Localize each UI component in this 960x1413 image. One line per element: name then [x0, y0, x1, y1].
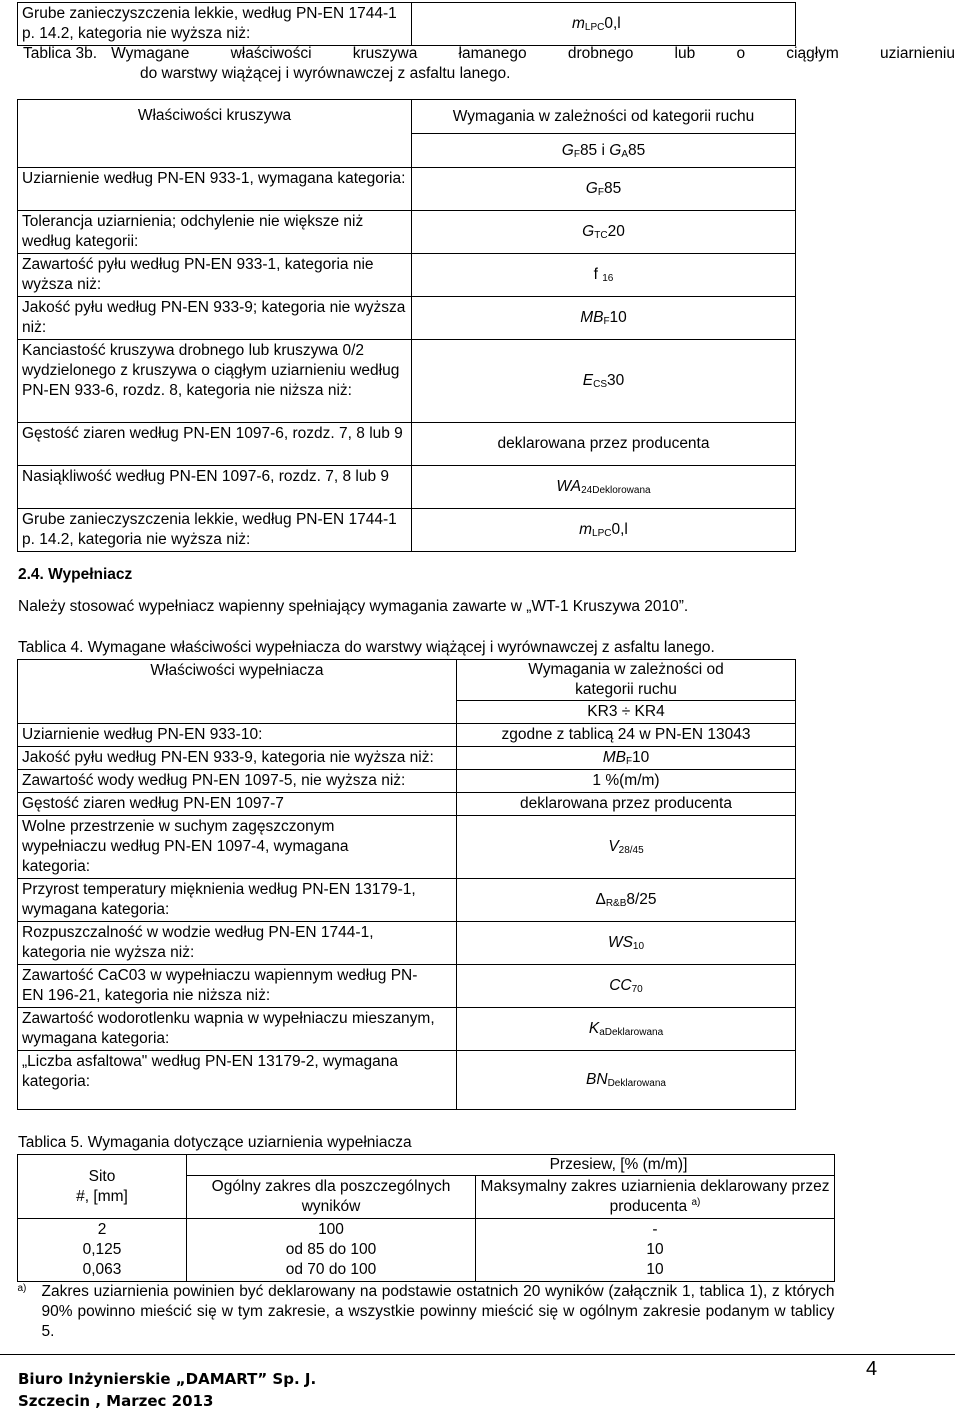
- property-cell: „Liczba asfaltowa" według PN-EN 13179-2, wymagana kategoria:: [18, 1051, 457, 1110]
- table5: [17, 1154, 835, 1342]
- property-cell: Grube zanieczyszczenia lekkie, według PN-EN 1744-1 p. 14.2, kategoria nie wyższa niż:: [18, 3, 412, 46]
- table-row: [18, 297, 796, 340]
- property-cell: Gęstość ziaren według PN-EN 1097-6, rozdz. 7, 8 lub 9: [18, 423, 412, 466]
- value-cell: $WS_{10}$: [457, 922, 796, 965]
- footnote: [18, 1282, 835, 1342]
- table-header-row: [18, 1155, 835, 1176]
- property-cell: Zawartość pyłu według PN-EN 933-1, kategoria nie wyższa niż:: [18, 254, 412, 297]
- property-cell: Nasiąkliwość według PN-EN 1097-6, rozdz. 7, 8 lub 9: [18, 466, 412, 509]
- table-row: [18, 3, 796, 46]
- table-row: [18, 793, 796, 816]
- table-row: [18, 509, 796, 552]
- footer-company: Biuro Inżynierskie „DAMART” Sp. J.: [18, 1370, 317, 1388]
- section-heading: 2.4. Wypełniacz: [18, 566, 133, 583]
- table-row: [18, 423, 796, 466]
- property-cell: Przyrost temperatury mięknienia według PN-EN 13179-1, wymagana kategoria:: [18, 879, 457, 922]
- header-properties: Właściwości wypełniacza: [18, 660, 457, 724]
- general-range-header: Ogólny zakres dla poszczególnych wyników: [187, 1176, 476, 1219]
- value-cell: $G_F85$: [412, 168, 796, 211]
- table-row: [18, 965, 796, 1008]
- table-row: [18, 340, 796, 423]
- general-range-value: 100: [318, 1221, 344, 1238]
- table3: [17, 99, 796, 552]
- table4-caption: Tablica 4. Wymagane właściwości wypełniacza do warstwy wiążącej i wyrównawczej z asfaltu lanego.: [18, 639, 715, 656]
- property-cell: Uziarnienie według PN-EN 933-10:: [18, 724, 457, 747]
- table4: [17, 659, 796, 1110]
- sieve-values: [18, 1219, 187, 1282]
- table-row: [18, 1051, 796, 1110]
- sieve-value: 0,125: [82, 1241, 122, 1258]
- table3-caption-line2: do warstwy wiążącej i wyrównawczej z asfaltu lanego.: [140, 65, 511, 82]
- page-number: 4: [866, 1358, 878, 1380]
- table-row: [18, 466, 796, 509]
- sieve-value: 0,063: [82, 1261, 122, 1278]
- table-row: [18, 211, 796, 254]
- footnote-text: Zakres uziarnienia powinien być deklarowany na podstawie ostatnich 20 wyników (załącznik 1, tablica 1), z których 90% powinno mieścić się w tym zakresie, a wszystkie powinny mieścić się w ogólnym zakresie podanym w tablicy 5.: [41, 1283, 835, 1340]
- value-cell: deklarowana przez producenta: [412, 423, 796, 466]
- table-row: [18, 254, 796, 297]
- table-row: [18, 922, 796, 965]
- value-cell: 1 %(m/m): [457, 770, 796, 793]
- property-cell: Wolne przestrzenie w suchym zagęszczonym wypełniaczu według PN-EN 1097-4, wymagana kategoria:: [18, 816, 457, 879]
- property-cell: Jakość pyłu według PN-EN 933-9, kategoria nie wyższa niż:: [18, 747, 457, 770]
- max-range-value: 10: [646, 1261, 664, 1278]
- sieve-value: 2: [97, 1221, 107, 1238]
- section-paragraph: Należy stosować wypełniacz wapienny spełniający wymagania zawarte w „WT-1 Kruszywa 2010”.: [18, 598, 689, 615]
- value-cell: $E_{CS}30$: [412, 340, 796, 423]
- table-row: [18, 770, 796, 793]
- max-range-header: Maksymalny zakres uziarnienia deklarowany przez producenta $^{a)}$: [476, 1176, 835, 1219]
- passing-group-header: Przesiew, [% (m/m)]: [187, 1155, 835, 1176]
- table-row: [18, 168, 796, 211]
- property-cell: Kanciastość kruszywa drobnego lub kruszywa 0/2 wydzielonego z kruszywa o ciągłym uziarnieniu według PN-EN 933-6, rozdz. 8, kategoria nie niższa niż:: [18, 340, 412, 423]
- property-cell: Rozpuszczalność w wodzie według PN-EN 1744-1, kategoria nie wyższa niż:: [18, 922, 457, 965]
- value-cell: deklarowana przez producenta: [457, 793, 796, 816]
- value-cell: $\Delta_{R\&B}8/25$: [457, 879, 796, 922]
- value-cell: f $_{16}$: [412, 254, 796, 297]
- general-range-value: od 85 do 100: [285, 1241, 377, 1258]
- sieve-header: [18, 1155, 187, 1219]
- table-row: [18, 747, 796, 770]
- header-requirements: Wymagania w zależności od kategorii ruchu: [412, 100, 796, 134]
- value-cell: $CC_{70}$: [457, 965, 796, 1008]
- property-cell: Tolerancja uziarnienia; odchylenie nie większe niż według kategorii:: [18, 211, 412, 254]
- value-cell: $MB_F10$: [457, 747, 796, 770]
- table3-caption-text: Wymagane właściwości kruszywa łamanego drobnego lub o ciągłym uziarnieniu: [111, 45, 955, 62]
- property-cell: Zawartość wody według PN-EN 1097-5, nie wyższa niż:: [18, 770, 457, 793]
- value-cell: $MB_F10$: [412, 297, 796, 340]
- general-range-value: od 70 do 100: [285, 1261, 377, 1278]
- footnote-row: [18, 1282, 835, 1343]
- table3-caption: [23, 44, 955, 64]
- footer-place-date: Szczecin , Marzec 2013: [18, 1392, 214, 1410]
- footnote-cell: [18, 1282, 835, 1343]
- sieve-header-line1: Sito: [88, 1167, 116, 1185]
- table5-caption: Tablica 5. Wymagania dotyczące uziarnienia wypełniacza: [18, 1134, 412, 1151]
- table-header-row: [18, 660, 796, 701]
- value-cell: $WA_{24Deklorowana}$: [412, 466, 796, 509]
- max-range-value: 10: [646, 1241, 664, 1258]
- subheader-category: $G_F85$ i $G_A85$: [412, 134, 796, 168]
- top-fragment-table: [17, 2, 796, 46]
- subheader-category: KR3 ÷ KR4: [457, 701, 796, 724]
- table-row: [18, 1219, 835, 1282]
- table-row: [18, 816, 796, 879]
- property-cell: Gęstość ziaren według PN-EN 1097-7: [18, 793, 457, 816]
- property-cell: Zawartość CaC03 w wypełniaczu wapiennym według PN-EN 196-21, kategoria nie niższa niż:: [18, 965, 457, 1008]
- value-cell: $m_{LPC}0,l$: [412, 3, 796, 46]
- table-row: [18, 879, 796, 922]
- header-properties: Właściwości kruszywa: [18, 100, 412, 168]
- property-cell: Jakość pyłu według PN-EN 933-9; kategoria nie wyższa niż:: [18, 297, 412, 340]
- property-cell: Zawartość wodorotlenku wapnia w wypełniaczu mieszanym, wymagana kategoria:: [18, 1008, 457, 1051]
- value-cell: $m_{LPC}0,l$: [412, 509, 796, 552]
- table3-caption-prefix: Tablica 3b.: [23, 45, 98, 62]
- property-cell: Uziarnienie według PN-EN 933-1, wymagana kategoria:: [18, 168, 412, 211]
- footnote-mark: a): [17, 1283, 27, 1294]
- value-cell: $G_{TC}20$: [412, 211, 796, 254]
- value-cell: $V_{28/45}$: [457, 816, 796, 879]
- property-cell: Grube zanieczyszczenia lekkie, według PN-EN 1744-1 p. 14.2, kategoria nie wyższa niż:: [18, 509, 412, 552]
- header-requirements: Wymagania w zależności od kategorii ruchu: [457, 660, 796, 701]
- value-cell: zgodne z tablicą 24 w PN-EN 13043: [457, 724, 796, 747]
- footer-divider: [0, 1354, 955, 1355]
- sieve-header-line2: #, [mm]: [76, 1187, 128, 1205]
- table-row: [18, 1008, 796, 1051]
- value-cell: $BN_{Deklarowana}$: [457, 1051, 796, 1110]
- value-cell: $K_{aDeklarowana}$: [457, 1008, 796, 1051]
- general-range-values: [187, 1219, 476, 1282]
- max-range-value: -: [652, 1221, 658, 1238]
- table-header-row: [18, 100, 796, 134]
- max-range-values: [476, 1219, 835, 1282]
- table-row: [18, 724, 796, 747]
